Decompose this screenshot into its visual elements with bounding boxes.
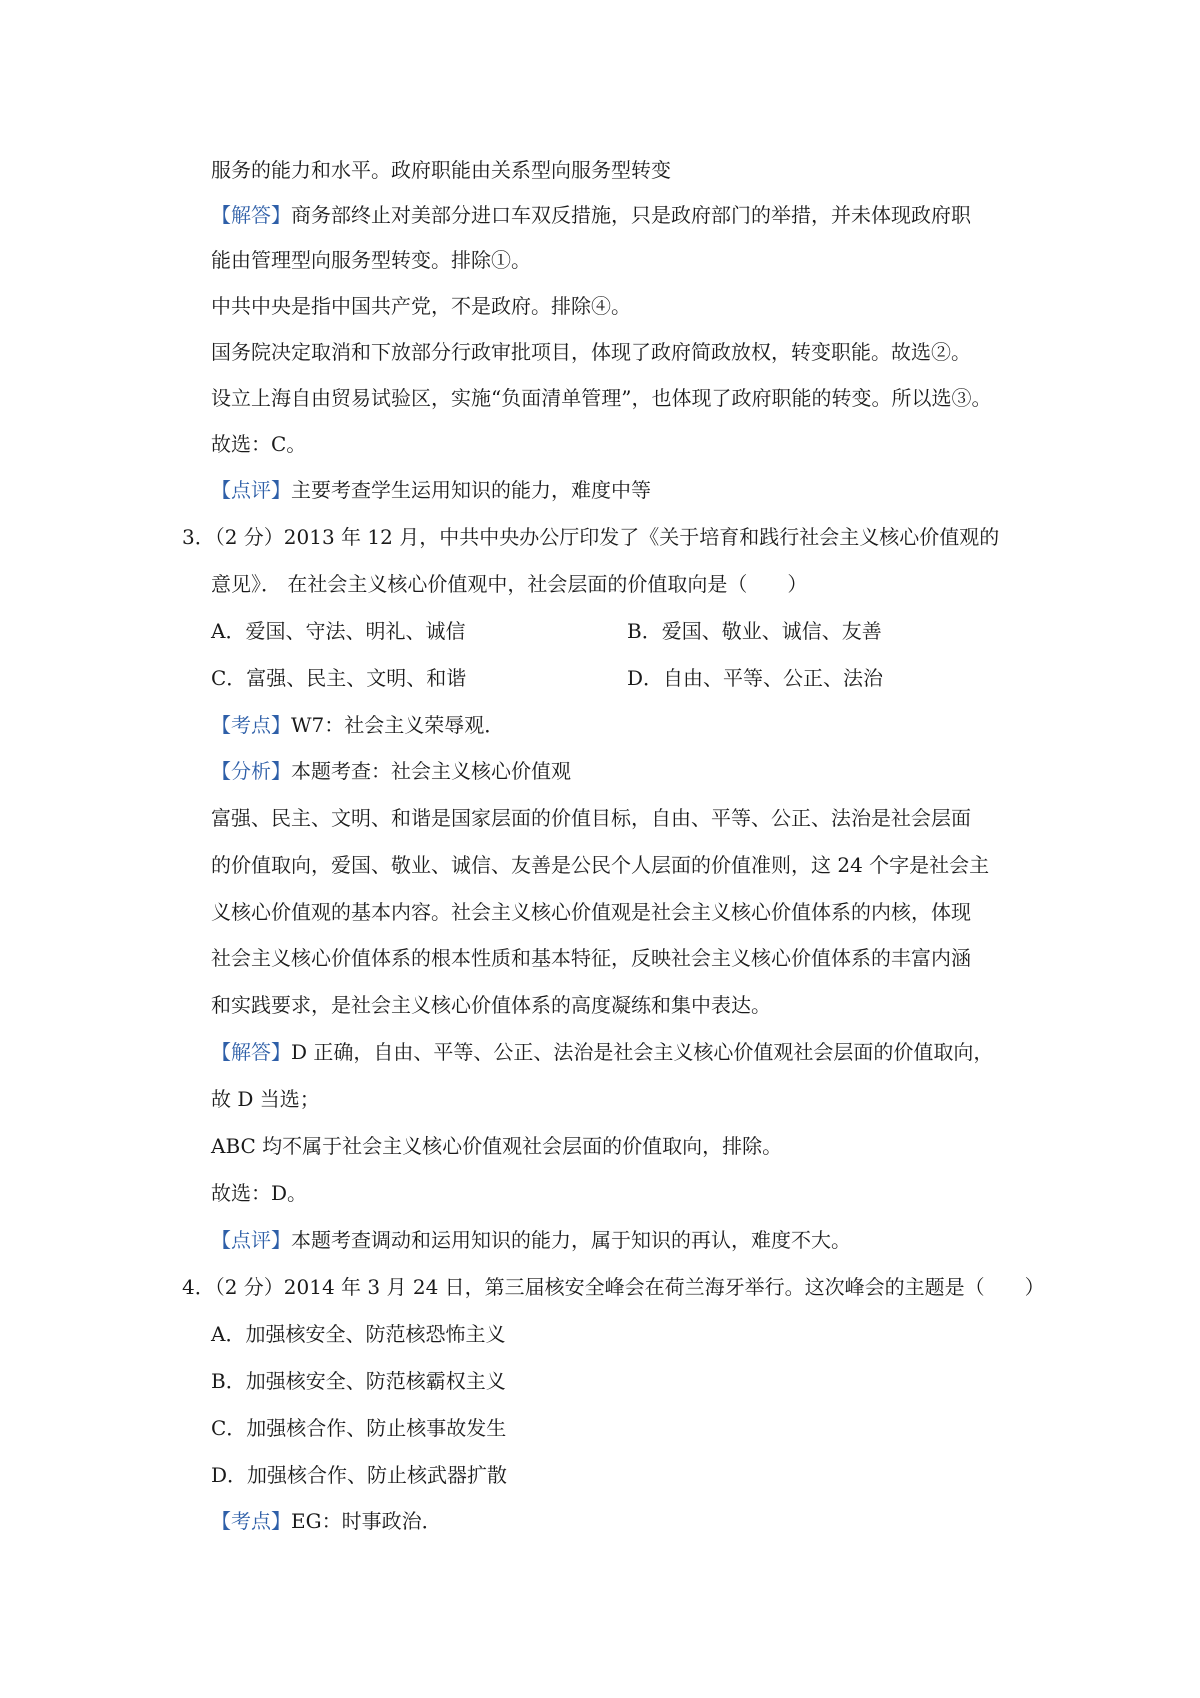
q4-option-d-text: D．加强核合作、防止核武器扩散 — [211, 1463, 508, 1487]
q3-answer-text-4: 故选：D。 — [211, 1181, 308, 1205]
q3-answer-line-2 — [211, 1085, 320, 1113]
q4-stem-text: 4．（2 分）2014 年 3 月 24 日，第三届核安全峰会在荷兰海牙举行。这次峰会的主题是（ ） — [182, 1275, 1045, 1299]
q4-option-b — [211, 1367, 506, 1395]
q4-option-c-text: C．加强核合作、防止核事故发生 — [211, 1416, 507, 1440]
q3-body-text-2: 的价值取向，爱国、敬业、诚信、友善是公民个人层面的价值准则，这 24 个字是社会主 — [211, 853, 990, 877]
q3-body-line-2 — [211, 851, 989, 879]
q2-answer-line-3 — [211, 292, 631, 320]
q3-answer-line-3 — [211, 1132, 782, 1160]
q3-body-line-1 — [211, 804, 971, 832]
q2-answer-text-1: 商务部终止对美部分进口车双反措施，只是政府部门的举措，并未体现政府职 — [291, 203, 971, 227]
q4-kaodian-line — [211, 1507, 442, 1535]
q3-option-b: B．爱国、敬业、诚信、友善 — [627, 619, 882, 643]
fenxi-tag: 【分析】 — [211, 759, 291, 783]
q2-answer-line-5 — [211, 384, 991, 412]
q3-option-c: C．富强、民主、文明、和谐 — [211, 666, 467, 690]
q3-kaodian-line — [211, 711, 504, 739]
answer-tag: 【解答】 — [211, 1040, 291, 1064]
q2-answer-line-6 — [211, 430, 306, 458]
q3-body-line-3 — [211, 898, 971, 926]
q4-option-a — [211, 1320, 505, 1348]
q2-comment-line — [211, 476, 651, 504]
q3-body-text-4: 社会主义核心价值体系的根本性质和基本特征，反映社会主义核心价值体系的丰富内涵 — [211, 946, 971, 970]
q3-answer-text-1: D 正确，自由、平等、公正、法治是社会主义核心价值观社会层面的价值取向， — [291, 1040, 994, 1064]
q4-option-d — [211, 1461, 507, 1489]
q3-stem-text-1: 3．（2 分）2013 年 12 月，中共中央办公厅印发了《关于培育和践行社会主义核心价值观的 — [182, 525, 1000, 549]
q2-answer-text-2: 能由管理型向服务型转变。排除①。 — [211, 248, 531, 272]
comment-tag: 【点评】 — [211, 478, 291, 502]
q2-answer-line-2 — [211, 246, 531, 274]
q3-answer-line-4 — [211, 1179, 307, 1207]
answer-tag: 【解答】 — [211, 203, 291, 227]
q3-stem-line-2 — [211, 570, 807, 598]
q3-body-text-1: 富强、民主、文明、和谐是国家层面的价值目标，自由、平等、公正、法治是社会层面 — [211, 806, 971, 830]
q3-fenxi-text: 本题考查：社会主义核心价值观 — [291, 759, 571, 783]
comment-tag: 【点评】 — [211, 1228, 291, 1252]
q4-option-a-text: A．加强核安全、防范核恐怖主义 — [211, 1322, 506, 1346]
q3-option-a: A．爱国、守法、明礼、诚信 — [211, 619, 466, 643]
q3-stem-text-2: 意见》． 在社会主义核心价值观中，社会层面的价值取向是（ ） — [211, 572, 808, 596]
kaodian-tag: 【考点】 — [211, 1509, 291, 1533]
q2-answer-text-4: 国务院决定取消和下放部分行政审批项目，体现了政府简政放权，转变职能。故选②。 — [211, 340, 971, 364]
q2-answer-text-6: 故选：C。 — [211, 432, 307, 456]
q3-answer-line-1 — [211, 1038, 993, 1066]
q3-comment-text: 本题考查调动和运用知识的能力，属于知识的再认，难度不大。 — [291, 1228, 851, 1252]
q3-body-text-3: 义核心价值观的基本内容。社会主义核心价值观是社会主义核心价值体系的内核，体现 — [211, 900, 971, 924]
q2-comment-text: 主要考查学生运用知识的能力，难度中等 — [291, 478, 651, 502]
q3-kaodian-text: W7：社会主义荣辱观． — [291, 713, 505, 737]
q3-body-line-5 — [211, 991, 771, 1019]
q3-stem-line-1 — [182, 523, 999, 551]
q2-answer-line-4 — [211, 338, 971, 366]
q2-analysis-tail — [211, 156, 671, 184]
q3-comment-line — [211, 1226, 851, 1254]
q3-answer-text-2: 故 D 当选； — [211, 1087, 320, 1111]
q2-answer-text-3: 中共中央是指中国共产党，不是政府。排除④。 — [211, 294, 631, 318]
q4-stem-line — [182, 1273, 1045, 1301]
q3-fenxi-line — [211, 757, 571, 785]
q3-answer-text-3: ABC 均不属于社会主义核心价值观社会层面的价值取向，排除。 — [211, 1134, 783, 1158]
q4-option-c — [211, 1414, 506, 1442]
q4-kaodian-text: EG：时事政治． — [291, 1509, 442, 1533]
kaodian-tag: 【考点】 — [211, 713, 291, 737]
q2-answer-line-1 — [211, 201, 971, 229]
q3-body-line-4 — [211, 944, 971, 972]
q2-analysis-tail-text: 服务的能力和水平。政府职能由关系型向服务型转变 — [211, 158, 671, 182]
q4-option-b-text: B．加强核安全、防范核霸权主义 — [211, 1369, 506, 1393]
q2-answer-text-5: 设立上海自由贸易试验区，实施“负面清单管理”，也体现了政府职能的转变。所以选③。 — [211, 386, 992, 410]
q3-option-d: D．自由、平等、公正、法治 — [627, 666, 884, 690]
q3-body-text-5: 和实践要求，是社会主义核心价值体系的高度凝练和集中表达。 — [211, 993, 771, 1017]
